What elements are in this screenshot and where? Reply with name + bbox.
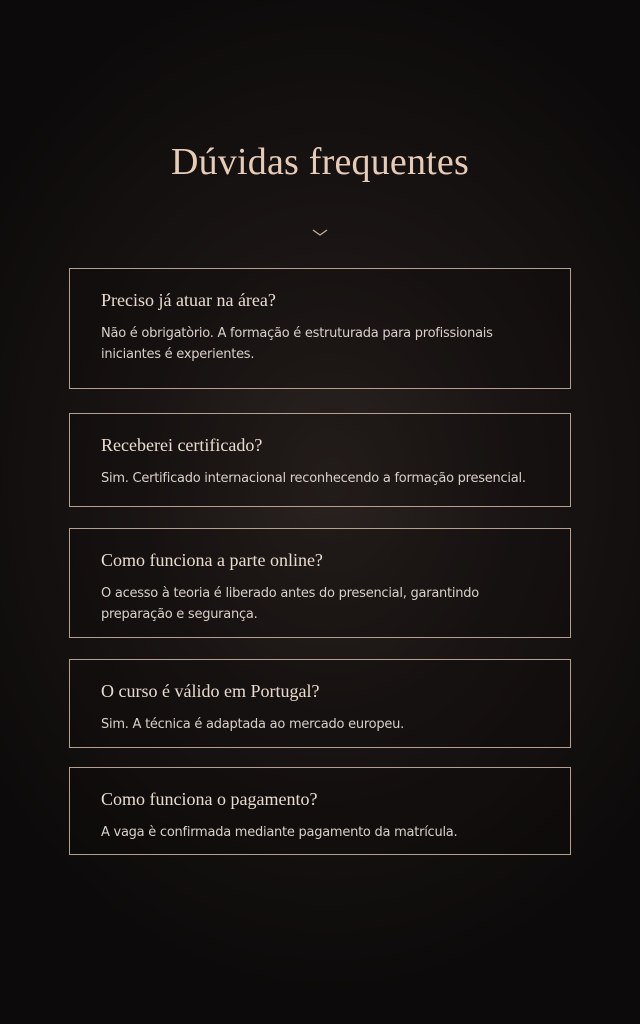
faq-question[interactable]: Como funciona a parte online? xyxy=(101,550,323,570)
faq-question[interactable]: Receberei certificado? xyxy=(101,435,263,455)
faq-item[interactable] xyxy=(69,413,571,507)
faq-answer: Não é obrigatòrio. A formação é estruturada para profissionais iniciantes é experientes. xyxy=(101,326,493,362)
faq-list xyxy=(69,268,571,879)
faq-answer: A vaga è confirmada mediante pagamento da matrícula. xyxy=(101,825,458,840)
page-title: Dúvidas frequentes xyxy=(170,141,469,183)
faq-item[interactable] xyxy=(69,528,571,638)
ornamental-divider xyxy=(70,222,570,238)
faq-question[interactable]: O curso é válido em Portugal? xyxy=(101,681,320,701)
faq-question[interactable]: Como funciona o pagamento? xyxy=(101,789,318,809)
faq-item[interactable] xyxy=(69,659,571,748)
faq-item[interactable] xyxy=(69,268,571,389)
faq-answer: Sim. A técnica é adaptada ao mercado europeu. xyxy=(101,717,404,732)
faq-answer: O acesso à teoria é liberado antes do presencial, garantindo preparação e segurança. xyxy=(101,586,479,622)
faq-question[interactable]: Preciso já atuar na área? xyxy=(101,290,276,310)
faq-item[interactable] xyxy=(69,767,571,855)
faq-answer: Sim. Certificado internacional reconhecendo a formação presencial. xyxy=(101,471,526,486)
